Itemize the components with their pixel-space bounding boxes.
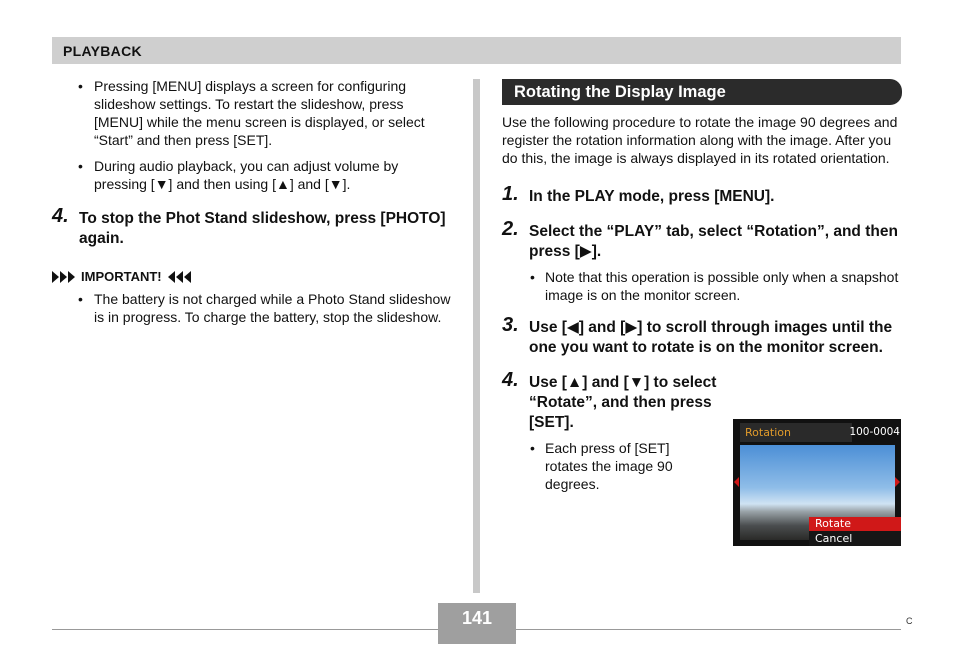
- step-2: [502, 218, 902, 262]
- menu-item-rotate: Rotate: [809, 517, 901, 531]
- step-text: Use [◀] and [▶] to scroll through images until the one you want to rotate is on the monitor screen.: [529, 319, 893, 356]
- step-4-notes: [502, 439, 702, 493]
- important-heading: [52, 269, 452, 284]
- step-text: Select the “PLAY” tab, select “Rotation”, and then press [▶].: [529, 223, 898, 260]
- step-number: 4.: [52, 205, 69, 227]
- corner-mark: C: [906, 616, 913, 626]
- list-item: • Each press of [SET] rotates the image 90 degrees.: [502, 439, 702, 493]
- step-number: 3.: [502, 314, 519, 336]
- left-arrow-icon: [734, 477, 739, 487]
- step-4: [502, 369, 729, 433]
- section-header-label: PLAYBACK: [63, 43, 142, 59]
- list-item: • The battery is not charged while a Photo Stand slideshow is in progress. To charge the battery, stop the slideshow.: [52, 290, 452, 326]
- step-number: 2.: [502, 218, 519, 240]
- file-number: 100-0004: [849, 426, 900, 438]
- step-number: 4.: [502, 369, 519, 391]
- page-number-box: [438, 603, 516, 644]
- step-text: Use [▲] and [▼] to select “Rotate”, and then press [SET].: [529, 374, 717, 431]
- important-arrows-icon: [168, 271, 191, 283]
- left-bullet-list: [52, 77, 452, 193]
- list-item: • Note that this operation is possible only when a snapshot image is on the monitor screen.: [502, 268, 902, 304]
- intro-paragraph: Use the following procedure to rotate the image 90 degrees and register the rotation information along with the image. After you do this, the image is always displayed in its rotated orientation.: [502, 114, 898, 166]
- step-number: 1.: [502, 183, 519, 205]
- step-4-stop-slideshow: [52, 205, 452, 249]
- section-title: Rotating the Display Image: [502, 79, 902, 105]
- rotation-label: Rotation: [745, 426, 792, 439]
- camera-monitor-image: [733, 419, 901, 546]
- step-2-notes: [502, 268, 902, 304]
- section-header: [52, 37, 901, 64]
- page-number: 141: [461, 608, 493, 628]
- step-3: [502, 314, 902, 358]
- left-column: [52, 77, 452, 334]
- list-item: • During audio playback, you can adjust volume by pressing [▼] and then using [▲] and [▼].: [52, 157, 452, 193]
- column-divider: [473, 79, 480, 593]
- list-item: • Pressing [MENU] displays a screen for configuring slideshow settings. To restart the slideshow, press [MENU] while the menu screen is displayed, or select “Start” and then press [SET].: [52, 77, 452, 149]
- step-1: [502, 183, 902, 207]
- step-text: In the PLAY mode, press [MENU].: [529, 188, 775, 205]
- menu-item-cancel: Cancel: [809, 531, 901, 546]
- important-bullet-list: [52, 290, 452, 326]
- important-label: IMPORTANT!: [81, 269, 162, 284]
- step-text: To stop the Phot Stand slideshow, press [PHOTO] again.: [79, 210, 446, 247]
- important-arrows-icon: [52, 271, 75, 283]
- right-arrow-icon: [895, 477, 900, 487]
